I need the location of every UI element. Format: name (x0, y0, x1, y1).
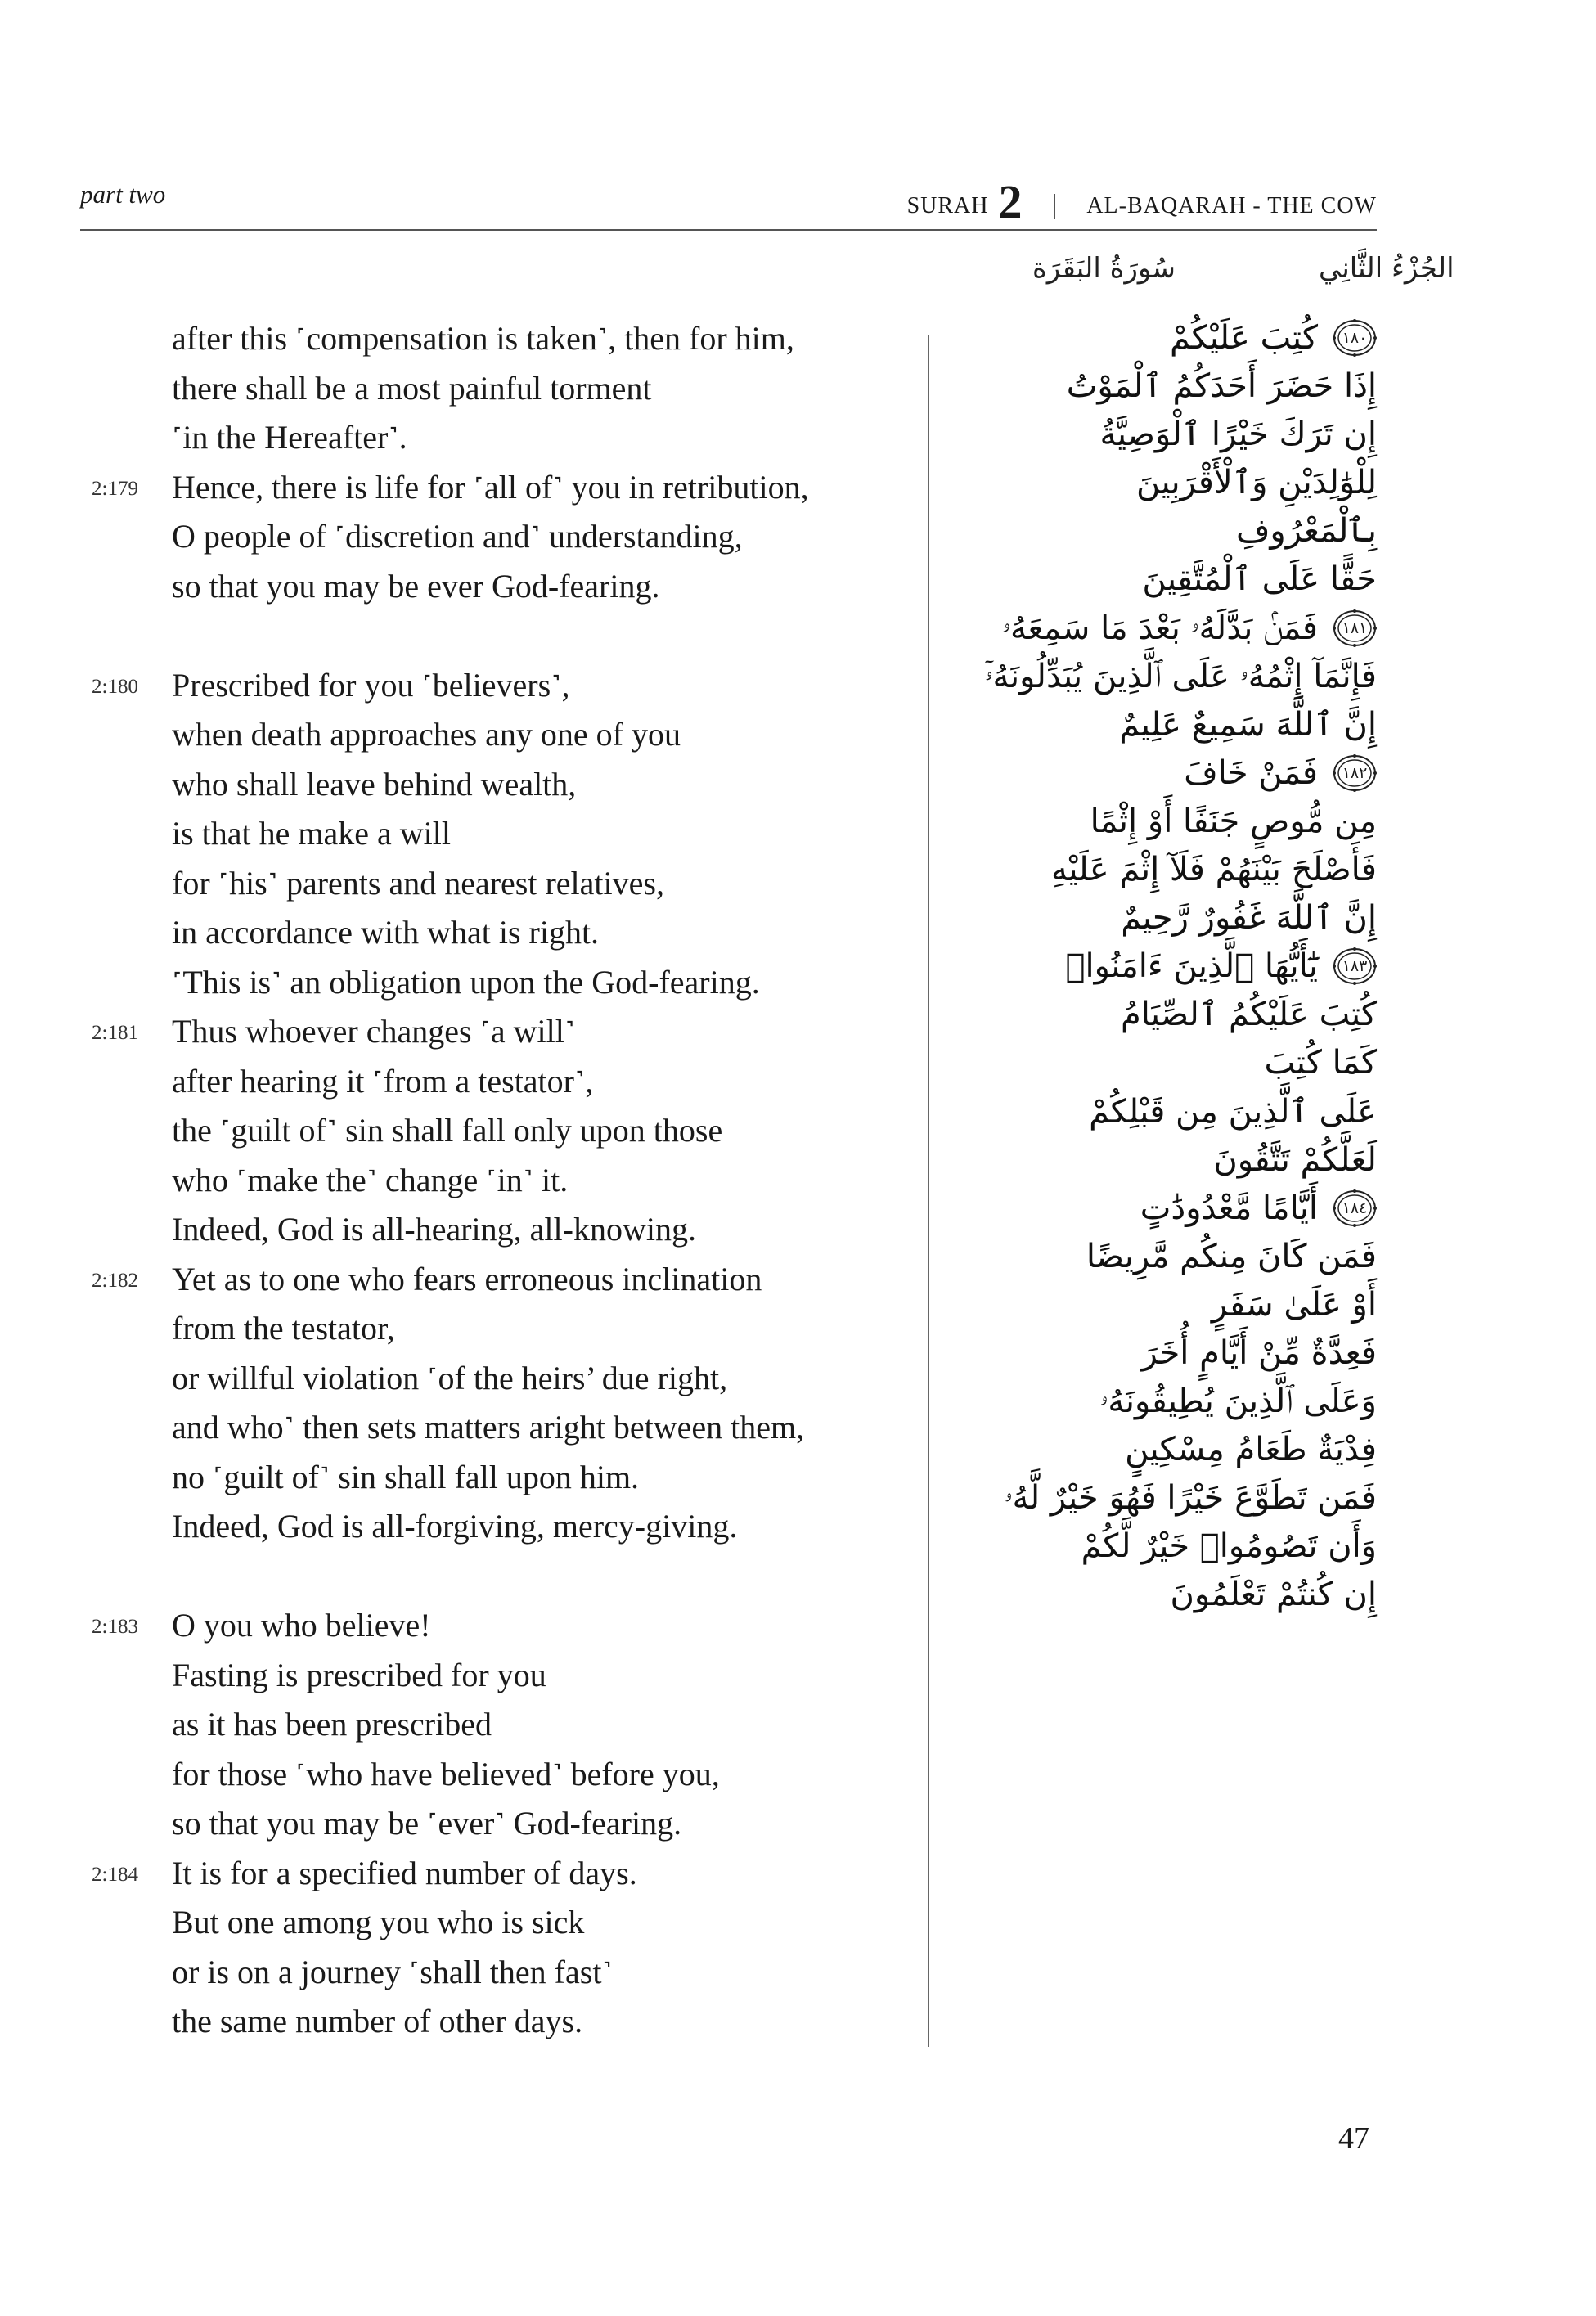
translation-text: the ˹guilt of˺ sin shall fall only upon those (172, 1112, 723, 1149)
translation-line (80, 463, 915, 513)
translation-line (80, 908, 915, 958)
translation-text: in accordance with what is right. (172, 914, 600, 951)
arabic-text: فَمَنۢ بَدَّلَهُۥ بَعْدَ مَا سَمِعَهُۥ (1002, 609, 1318, 647)
running-header (80, 160, 1377, 226)
arabic-line (947, 846, 1377, 894)
arabic-line (947, 1088, 1377, 1136)
arabic-line (947, 555, 1377, 604)
translation-line (80, 1502, 915, 1552)
surah-word: SURAH (906, 193, 989, 218)
arabic-line (947, 507, 1377, 555)
arabic-line (947, 1571, 1377, 1619)
ayah-number: ١٨٤ (1342, 1198, 1368, 1217)
ayah-number-marker-icon (1333, 319, 1377, 357)
ayah-number-marker-icon (1333, 947, 1377, 985)
translation-line (80, 1700, 915, 1750)
arabic-line (947, 314, 1377, 362)
translation-text: the same number of other days. (172, 2003, 583, 2039)
arabic-text: عَلَى ٱلَّذِينَ مِن قَبْلِكُمْ (1089, 1092, 1377, 1131)
translation-line (80, 364, 915, 414)
translation-text: But one among you who is sick (172, 1904, 585, 1940)
arabic-juz-heading: الجُزْءُ الثَّانِي (1319, 252, 1454, 285)
arabic-text: كُتِبَ عَلَيْكُمُ ٱلصِّيَامُ (1120, 996, 1377, 1034)
arabic-line (947, 991, 1377, 1039)
arabic-line (947, 894, 1377, 942)
arabic-text: يَٰٓأَيُّهَا ٱلَّذِينَ ءَامَنُوا۟ (1065, 947, 1318, 986)
translation-text: Yet as to one who fears erroneous inclination (172, 1260, 762, 1297)
part-label: part two (80, 180, 166, 209)
verse-number: 2:181 (92, 1022, 138, 1044)
ayah-number-marker-icon (1333, 609, 1377, 647)
translation-line (80, 760, 915, 810)
translation-line (80, 1304, 915, 1354)
translation-line (80, 1205, 915, 1255)
arabic-line (947, 1185, 1377, 1233)
translation-text: ˹This is˺ an obligation upon the God-fearing. (172, 963, 760, 1001)
translation-line (80, 1007, 915, 1057)
arabic-text: حَقًّا عَلَى ٱلْمُتَّقِينَ (1142, 560, 1377, 599)
translation-text: or is on a journey ˹shall then fast˺ (172, 1953, 613, 1990)
translation-line (80, 1651, 915, 1701)
arabic-line (947, 1329, 1377, 1378)
translation-line (80, 1106, 915, 1156)
verse-number: 2:184 (92, 1863, 138, 1886)
arabic-text: إِنَّ ٱللَّهَ غَفُورٌ رَّحِيمٌ (1121, 899, 1377, 938)
arabic-text: وَعَلَى ٱلَّذِينَ يُطِيقُونَهُۥ (1099, 1383, 1377, 1421)
surah-name: AL-BAQARAH - THE COW (1086, 193, 1377, 218)
arabic-line (947, 653, 1377, 701)
arabic-line (947, 411, 1377, 459)
translation-line (80, 1156, 915, 1206)
arabic-line (947, 1378, 1377, 1426)
arabic-text: بِٱلْمَعْرُوفِ (1235, 512, 1377, 551)
arabic-line (947, 459, 1377, 507)
arabic-line (947, 701, 1377, 749)
translation-line (80, 1898, 915, 1948)
arabic-text: إِنَّ ٱللَّهَ سَمِيعٌ عَلِيمٌ (1119, 705, 1377, 744)
arabic-line (947, 1426, 1377, 1474)
translation-line (80, 1255, 915, 1305)
translation-text: and who˺ then sets matters aright between them, (172, 1409, 805, 1446)
ayah-number: ١٨٢ (1342, 763, 1368, 782)
translation-line (80, 1799, 915, 1849)
translation-line (80, 1849, 915, 1899)
translation-text: ˹in the Hereafter˺. (172, 419, 407, 456)
arabic-line (947, 1233, 1377, 1281)
arabic-text: كَمَا كُتِبَ (1264, 1044, 1377, 1082)
arabic-text: فَمَن كَانَ مِنكُم مَّرِيضًا (1086, 1237, 1377, 1275)
arabic-line (947, 605, 1377, 653)
translation-text: Prescribed for you ˹believers˺, (172, 666, 570, 704)
arabic-line (947, 749, 1377, 798)
translation-line (80, 1354, 915, 1404)
arabic-line (947, 1474, 1377, 1522)
translation-text: is that he make a will (172, 815, 452, 852)
arabic-line (947, 798, 1377, 846)
arabic-text: فَإِنَّمَآ إِثْمُهُۥ عَلَى ٱلَّذِينَ يُبَدِّلُونَهُۥٓ (984, 657, 1377, 695)
arabic-text: إِذَا حَضَرَ أَحَدَكُمُ ٱلْمَوْتُ (1066, 367, 1377, 406)
translation-text: O you who believe! (172, 1607, 431, 1644)
translation-line (80, 1601, 915, 1651)
stanza-gap (80, 1552, 915, 1602)
arabic-line (947, 942, 1377, 991)
arabic-text: إِن تَرَكَ خَيْرًا ٱلْوَصِيَّةُ (1099, 416, 1377, 454)
verse-number: 2:180 (92, 675, 138, 698)
translation-text: after hearing it ˹from a testator˺, (172, 1062, 594, 1100)
arabic-text: لِلْوَٰلِدَيْنِ وَٱلْأَقْرَبِينَ (1136, 464, 1377, 502)
ayah-number-marker-icon (1333, 1189, 1377, 1227)
translation-line (80, 1057, 915, 1107)
arabic-text: أَيَّامًا مَّعْدُودَٰتٍ (1140, 1189, 1318, 1227)
arabic-text: فِدْيَةٌ طَعَامُ مِسْكِينٍ (1125, 1431, 1377, 1469)
translation-text: Thus whoever changes ˹a will˺ (172, 1013, 576, 1050)
ayah-number-marker-icon (1333, 754, 1377, 792)
translation-line (80, 314, 915, 364)
arabic-text: إِن كُنتُمْ تَعْلَمُونَ (1170, 1576, 1377, 1614)
translation-text: Indeed, God is all-forgiving, mercy-giving. (172, 1508, 738, 1545)
surah-heading (907, 160, 1377, 226)
translation-line (80, 1997, 915, 2047)
column-divider (928, 335, 929, 2047)
translation-text: for those ˹who have believed˺ before you, (172, 1755, 720, 1792)
arabic-line (947, 1522, 1377, 1571)
arabic-text: فَعِدَّةٌ مِّنْ أَيَّامٍ أُخَرَ (1141, 1333, 1377, 1372)
translation-text: who ˹make the˺ change ˹in˺ it. (172, 1161, 569, 1198)
translation-text: Fasting is prescribed for you (172, 1656, 546, 1693)
arabic-line (947, 362, 1377, 411)
verse-number: 2:183 (92, 1616, 138, 1638)
translation-line (80, 413, 915, 463)
arabic-surah-heading: سُورَةُ البَقَرَة (1032, 252, 1176, 285)
header-separator: | (1051, 190, 1058, 220)
translation-text: after this ˹compensation is taken˺, then for him, (172, 320, 794, 357)
translation-text: Hence, there is life for ˹all of˺ you in retribution, (172, 468, 809, 506)
arabic-line (947, 1039, 1377, 1087)
translation-line (80, 809, 915, 859)
arabic-text: وَأَن تَصُومُوا۟ خَيْرٌ لَّكُمْ (1081, 1527, 1377, 1566)
translation-line (80, 958, 915, 1008)
arabic-line (947, 1136, 1377, 1185)
translation-text: as it has been prescribed (172, 1706, 492, 1743)
arabic-text: فَمَنْ خَافَ (1184, 753, 1318, 792)
translation-text: when death approaches any one of you (172, 716, 681, 753)
translation-line (80, 1453, 915, 1503)
stanza-gap (80, 611, 915, 661)
translation-text: It is for a specified number of days. (172, 1854, 637, 1891)
translation-line (80, 859, 915, 909)
translation-line (80, 512, 915, 562)
translation-text: no ˹guilt of˺ sin shall fall upon him. (172, 1458, 640, 1495)
arabic-text: لَعَلَّكُمْ تَتَّقُونَ (1213, 1140, 1377, 1179)
arabic-line (947, 1281, 1377, 1329)
ayah-number: ١٨١ (1342, 618, 1368, 637)
translation-text: so that you may be ever God-fearing. (172, 567, 660, 605)
translation-text: for ˹his˺ parents and nearest relatives, (172, 864, 664, 902)
verse-number: 2:179 (92, 477, 138, 500)
ayah-number: ١٨٠ (1342, 329, 1368, 347)
arabic-text: كُتِبَ عَلَيْكُمْ (1170, 319, 1318, 357)
translation-line (80, 562, 915, 612)
translation-line (80, 710, 915, 760)
translation-text: there shall be a most painful torment (172, 369, 652, 407)
translation-line (80, 1948, 915, 1998)
arabic-text: فَأَصْلَحَ بَيْنَهُمْ فَلَآ إِثْمَ عَلَيْهِ (1050, 851, 1377, 889)
arabic-text: فَمَن تَطَوَّعَ خَيْرًا فَهُوَ خَيْرٌ لَّهُۥ (1004, 1479, 1377, 1518)
arabic-text: أَوْ عَلَىٰ سَفَرٍ (1211, 1285, 1377, 1324)
translation-line (80, 661, 915, 711)
translation-text: O people of ˹discretion and˺ understanding, (172, 518, 743, 555)
page-number: 47 (1338, 2121, 1369, 2156)
translation-text: who shall leave behind wealth, (172, 765, 577, 803)
translation-line (80, 1750, 915, 1800)
arabic-text: مِن مُّوصٍ جَنَفًا أَوْ إِثْمًا (1090, 802, 1377, 840)
translation-text: Indeed, God is all-hearing, all-knowing. (172, 1211, 696, 1248)
ayah-number: ١٨٣ (1342, 957, 1368, 976)
translation-text: or willful violation ˹of the heirs’ due right, (172, 1359, 728, 1396)
translation-line (80, 1403, 915, 1453)
surah-number: 2 (998, 175, 1023, 228)
translation-text: from the testator, (172, 1310, 395, 1347)
translation-text: so that you may be ˹ever˺ God-fearing. (172, 1805, 682, 1842)
english-translation-column (80, 314, 915, 2047)
header-rule (80, 229, 1377, 231)
verse-number: 2:182 (92, 1269, 138, 1292)
arabic-text-column (947, 314, 1377, 1620)
